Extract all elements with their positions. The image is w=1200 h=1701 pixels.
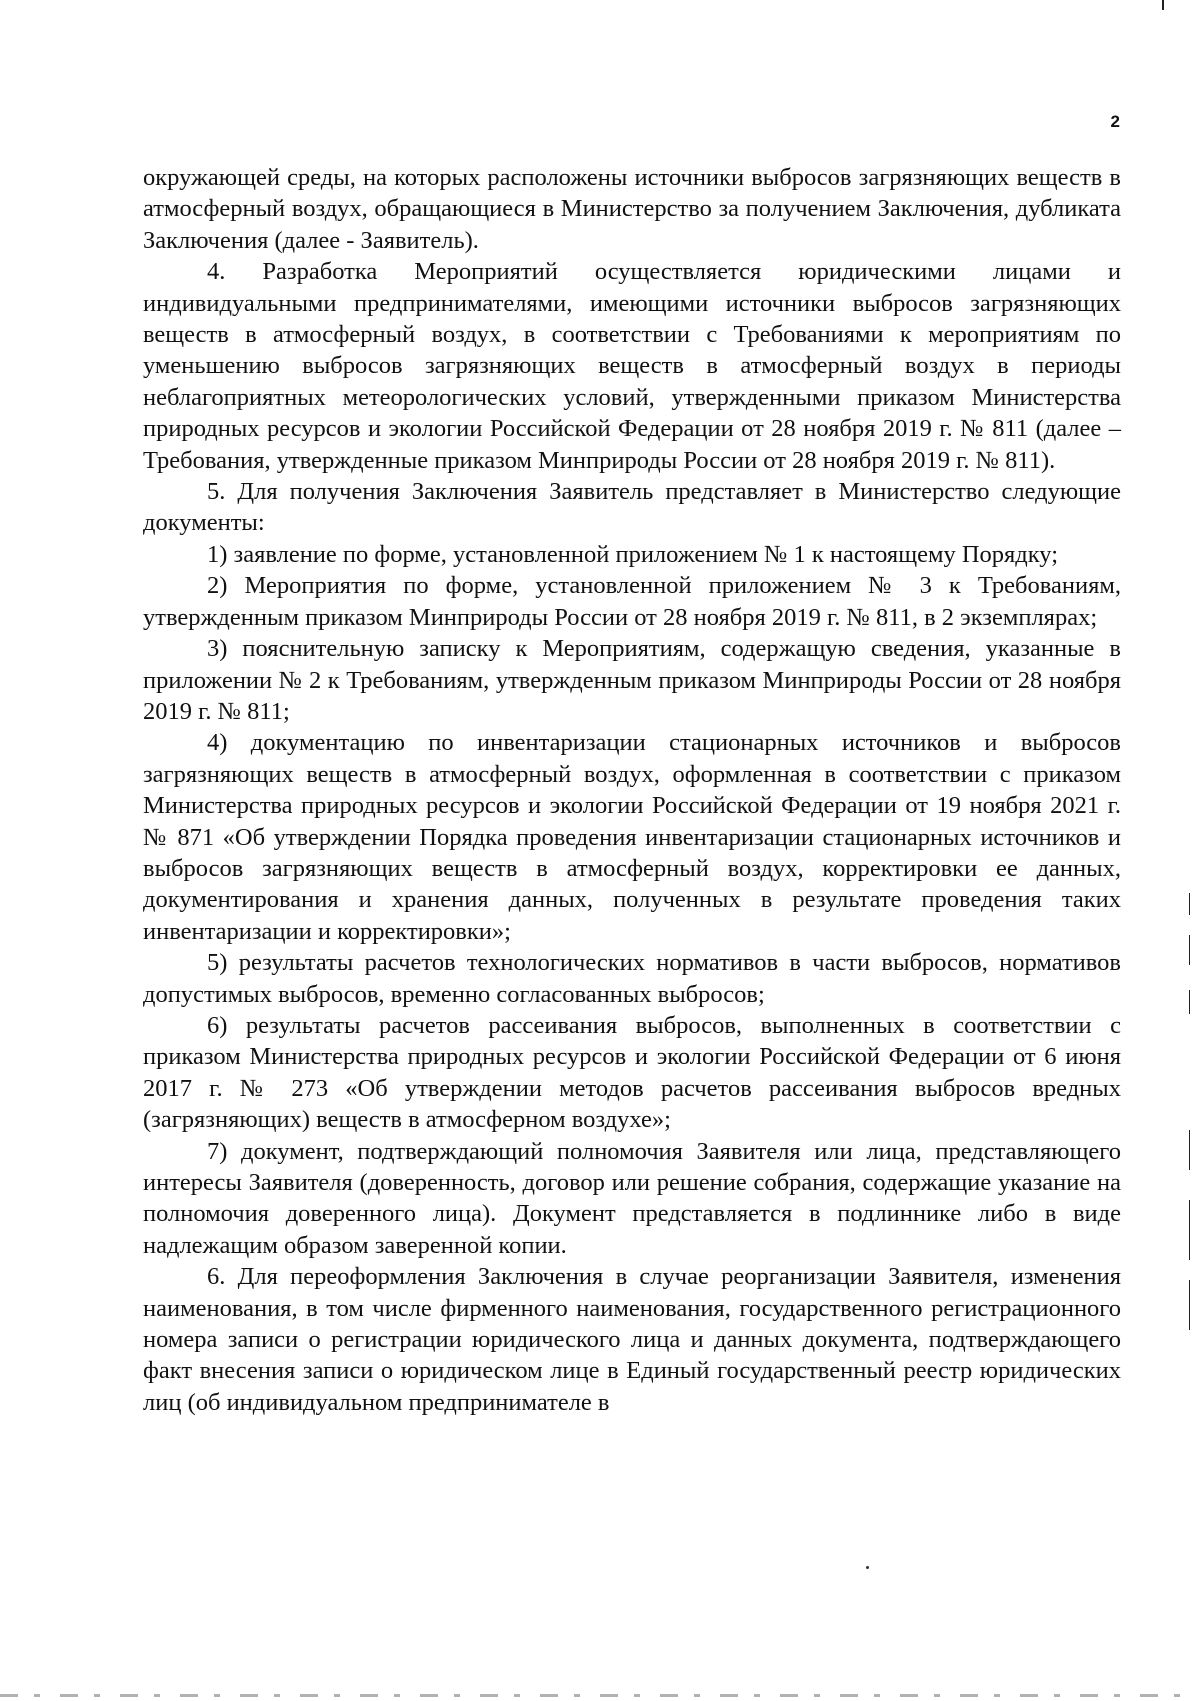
document-body xyxy=(143,162,1121,1418)
paragraph-item-6: 6. Для переоформления Заключения в случае реорганизации Заявителя, изменения наименования, в том числе фирменного наименования, государственного регистрационного номера записи о регистрации юридического лица и данных документа, подтверждающего факт внесения записи о юридическом лице в Единый государственный реестр юридических лиц (об индивидуальном предпринимателе в xyxy=(143,1263,1121,1416)
list-item-1: 1) заявление по форме, установленной приложением № 1 к настоящему Порядку; xyxy=(207,540,1059,568)
scan-edge-mark xyxy=(1189,1280,1190,1330)
scan-edge-mark xyxy=(1189,990,1190,1014)
list-item-2: 2) Мероприятия по форме, установленной приложением № 3 к Требованиям, утвержденным приказом Минприроды России от 28 ноября 2019 г. № 811, в 2 экземплярах; xyxy=(143,572,1121,631)
page-number: 2 xyxy=(1110,112,1120,131)
scan-edge-mark xyxy=(1189,1130,1190,1170)
scan-edge-mark xyxy=(1189,893,1190,915)
paragraph-item-5: 5. Для получения Заключения Заявитель представляет в Министерство следующие документы: xyxy=(143,478,1121,537)
scan-edge-mark xyxy=(1189,935,1190,965)
list-item-7: 7) документ, подтверждающий полномочия Заявителя или лица, представляющего интересы Заявителя (доверенность, договор или решение собрания, содержащие указание на полномочия доверенного лица). Документ представляется в подлиннике либо в виде надлежащим образом заверенной копии. xyxy=(143,1137,1121,1259)
list-item-3: 3) пояснительную записку к Мероприятиям, содержащую сведения, указанные в приложении № 2 к Требованиям, утвержденным приказом Минприроды России от 28 ноября 2019 г. № 811; xyxy=(143,635,1121,725)
paragraph-item-4: 4. Разработка Мероприятий осуществляется юридическими лицами и индивидуальными предпринимателями, имеющими источники выбросов загрязняющих веществ в атмосферный воздух, в соответствии с Требованиями к мероприятиям по уменьшению выбросов загрязняющих веществ в атмосферный воздух в периоды неблагоприятных метеорологических условий, утвержденными приказом Министерства природных ресурсов и экологии Российской Федерации от 28 ноября 2019 г. № 811 (далее – Требования, утвержденные приказом Минприроды России от 28 ноября 2019 г. № 811). xyxy=(143,258,1121,474)
paragraph-continuation: окружающей среды, на которых расположены источники выбросов загрязняющих веществ в атмосферный воздух, обращающиеся в Министерство за получением Заключения, дубликата Заключения (далее - Заявитель). xyxy=(143,164,1121,254)
scan-edge-mark xyxy=(1189,1200,1190,1260)
scan-dot xyxy=(866,1566,869,1569)
list-item-4: 4) документацию по инвентаризации стационарных источников и выбросов загрязняющих веществ в атмосферный воздух, оформленная в соответствии с приказом Министерства природных ресурсов и экологии Российской Федерации от 19 ноября 2021 г. № 871 «Об утверждении Порядка проведения инвентаризации стационарных источников и выбросов загрязняющих веществ в атмосферный воздух, корректировки ее данных, документирования и хранения данных, полученных в результате проведения таких инвентаризации и корректировки»; xyxy=(143,729,1121,945)
scan-bottom-strip xyxy=(0,1694,1200,1697)
list-item-5: 5) результаты расчетов технологических нормативов в части выбросов, нормативов допустимых выбросов, временно согласованных выбросов; xyxy=(143,949,1121,1008)
scan-edge-mark xyxy=(1162,0,1164,10)
list-item-6: 6) результаты расчетов рассеивания выбросов, выполненных в соответствии с приказом Министерства природных ресурсов и экологии Российской Федерации от 6 июня 2017 г. № 273 «Об утверждении методов расчетов рассеивания выбросов вредных (загрязняющих) веществ в атмосферном воздухе»; xyxy=(143,1011,1121,1134)
